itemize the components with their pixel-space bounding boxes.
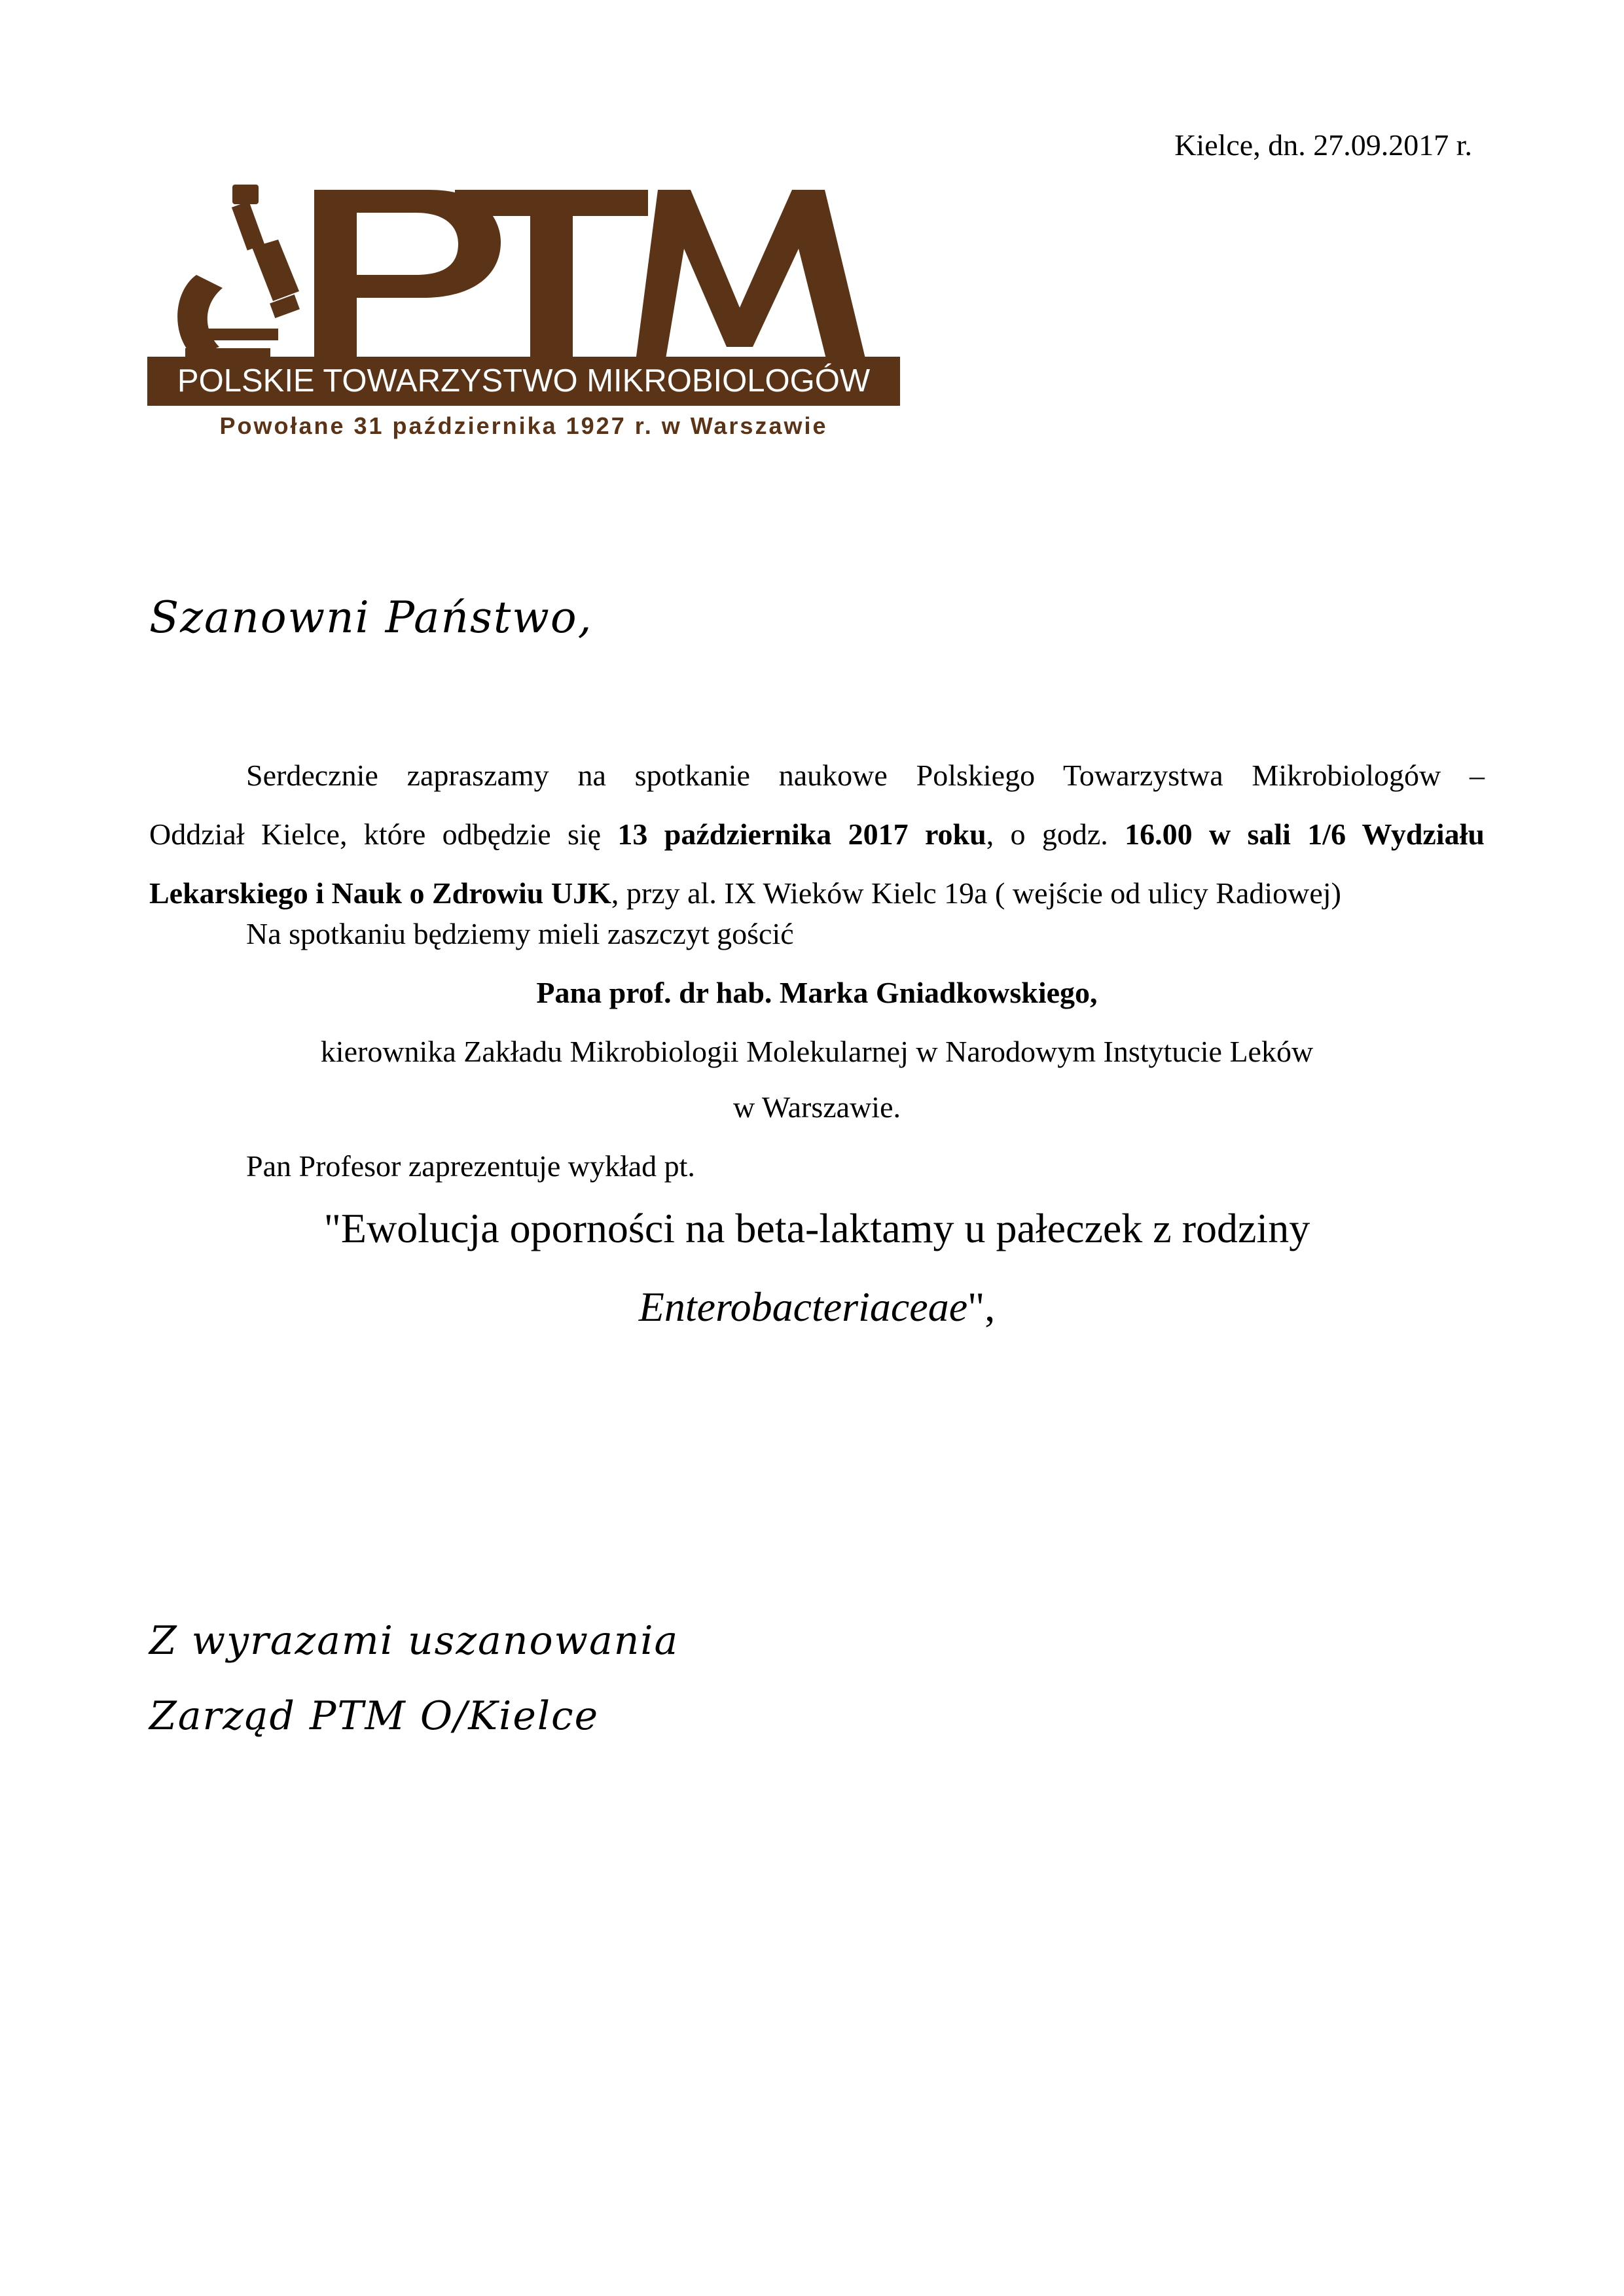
signature: Zarząd PTM O/Kielce <box>149 1693 600 1739</box>
closing <box>149 1604 679 1754</box>
closing-line1: Z wyrazami uszanowania <box>149 1618 679 1664</box>
event-date: 13 października 2017 roku <box>617 817 986 851</box>
lecture-title-end: ", <box>967 1283 996 1330</box>
guest-role: kierownika Zakładu Mikrobiologii Molekularnej w Narodowym Instytucie Leków <box>320 1035 1314 1068</box>
paragraph-line-3 <box>149 864 1485 923</box>
paragraph-line-1: Serdecznie zapraszamy na spotkanie naukowe Polskiego Towarzystwa Mikrobiologów – <box>246 759 1485 792</box>
paragraph-line-2 <box>149 805 1485 864</box>
ptm-logo-graphic <box>147 177 900 452</box>
greeting: Szanowni Państwo, <box>149 592 593 643</box>
microscope-icon <box>177 185 300 367</box>
event-address: , przy al. IX Wieków Kielc 19a ( wejście od ulicy Radiowej) <box>611 876 1341 910</box>
text: , o godz. <box>986 817 1125 851</box>
lecture-title-line1: "Ewolucja oporności na beta-laktamy u pałeczek z rodziny <box>323 1205 1310 1251</box>
lecture-title-line2 <box>149 1283 1485 1331</box>
visit-line: Na spotkaniu będziemy mieli zaszczyt gościć <box>246 917 794 950</box>
guest-name: Pana prof. dr hab. Marka Gniadkowskiego, <box>536 976 1098 1009</box>
letter-date: Kielce, dn. 27.09.2017 r. <box>1174 128 1472 162</box>
text: Oddział Kielce, które odbędzie się <box>149 817 618 851</box>
logo-founded: Powołane 31 października 1927 r. w Warszawie <box>219 412 828 439</box>
invitation-paragraph <box>149 746 1485 923</box>
lecture-title-italic: Enterobacteriaceae <box>638 1283 968 1330</box>
ptm-logo <box>147 177 900 452</box>
logo-org-name: POLSKIE TOWARZYSTWO MIKROBIOLOGÓW <box>177 363 871 399</box>
event-faculty: Lekarskiego i Nauk o Zdrowiu UJK <box>149 876 611 910</box>
guest-role-city: w Warszawie. <box>732 1090 901 1124</box>
lecture-intro: Pan Profesor zaprezentuje wykład pt. <box>246 1149 695 1183</box>
event-time-room: 16.00 w sali 1/6 Wydziału <box>1125 817 1485 851</box>
